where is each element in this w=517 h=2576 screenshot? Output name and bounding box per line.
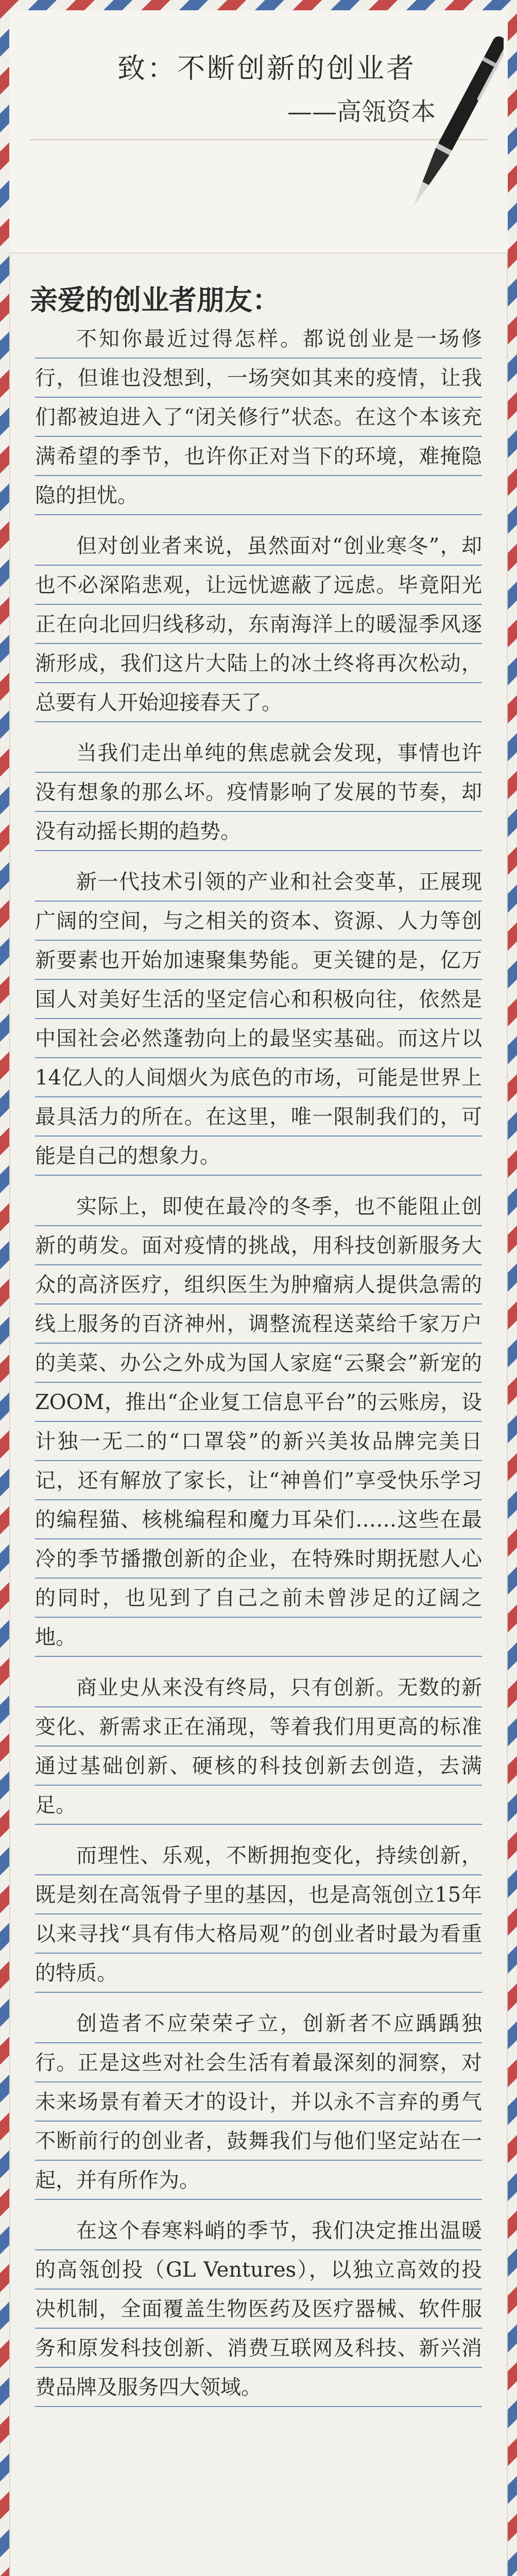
paragraph: 而理性、乐观，不断拥抱变化，持续创新，既是刻在高瓴骨子里的基因，也是高瓴创立15年以来寻找“具有伟大格局观”的创业者时最为看重的特质。	[35, 1836, 482, 1993]
letter-title: 致：不断创新的创业者	[117, 52, 416, 84]
letter-greeting: 亲爱的创业者朋友：	[30, 283, 280, 316]
paragraph: 创造者不应荣荣孑立，创新者不应踽踽独行。正是这些对社会生活有着最深刻的洞察，对未来场景有着天才的设计，并以永不言弃的勇气不断前行的创业者，鼓舞我们与他们坚定站在一起，并有所作为。	[35, 2004, 482, 2200]
paragraph: 当我们走出单纯的焦虑就会发现，事情也许没有想象的那么坏。疫情影响了发展的节奏，却没有动摇长期的趋势。	[35, 734, 482, 851]
letter-signature: ——高瓴资本	[287, 97, 436, 126]
paragraph: 商业史从来没有终局，只有创新。无数的新变化、新需求正在涌现，等着我们用更高的标准通过基础创新、硬核的科技创新去创造，去满足。	[35, 1668, 482, 1825]
paragraph: 不知你最近过得怎样。都说创业是一场修行，但谁也没想到，一场突如其来的疫情，让我们都被迫进入了“闭关修行”状态。在这个本该充满希望的季节，也许你正对当下的环境，难掩隐隐的担忧。	[35, 319, 482, 515]
letter-body	[35, 319, 482, 2418]
paragraph: 在这个春寒料峭的季节，我们决定推出温暖的高瓴创投（GL Ventures），以独立高效的投决机制，全面覆盖生物医药及医疗器械、软件服务和原发科技创新、消费互联网及科技、新兴消费品牌及服务四大领域。	[35, 2211, 482, 2407]
letter-paper	[9, 10, 508, 2576]
paragraph: 但对创业者来说，虽然面对“创业寒冬”，却也不必深陷悲观，让远忧遮蔽了远虑。毕竟阳光正在向北回归线移动，东南海洋上的暖湿季风逐渐形成，我们这片大陆上的冰土终将再次松动，总要有人开始迎接春天了。	[35, 527, 482, 722]
paragraph: 新一代技术引领的产业和社会变革，正展现广阔的空间，与之相关的资本、资源、人力等创新要素也开始加速聚集势能。更关键的是，亿万国人对美好生活的坚定信心和积极向往，依然是中国社会必然蓬勃向上的最坚实基础。而这片以14亿人的人间烟火为底色的市场，可能是世界上最具活力的所在。在这里，唯一限制我们的，可能是自己的想象力。	[35, 862, 482, 1176]
fountain-pen-icon	[406, 21, 504, 237]
letter-header	[9, 10, 508, 253]
paragraph: 实际上，即使在最冷的冬季，也不能阻止创新的萌发。面对疫情的挑战，用科技创新服务大众的高济医疗，组织医生为肿瘤病人提供急需的线上服务的百济神州，调整流程送菜给千家万户的美菜、办公之外成为国人家庭“云聚会”新宠的ZOOM，推出“企业复工信息平台”的云账房，设计独一无二的“口罩袋”的新兴美妆品牌完美日记，还有解放了家长，让“神兽们”享受快乐学习的编程猫、核桃编程和魔力耳朵们……这些在最冷的季节播撒创新的企业，在特殊时期抚慰人心的同时，也见到了自己之前未曾涉足的辽阔之地。	[35, 1187, 482, 1657]
